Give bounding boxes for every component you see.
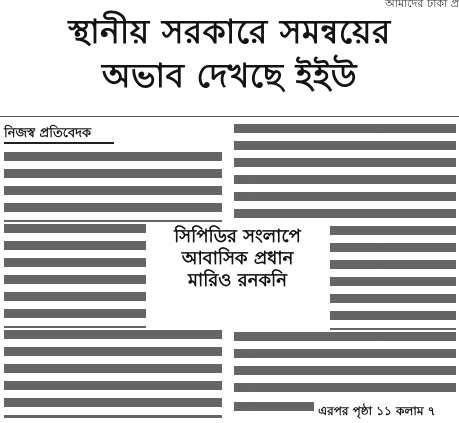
right-column-text-bottom	[234, 332, 456, 400]
left-column-text-bottom	[4, 330, 222, 418]
continuation-reference: এরপর পৃষ্ঠা ১১ কলাম ৭	[318, 404, 436, 418]
left-column-text-top	[4, 152, 222, 222]
pull-quote-line-2: আবাসিক প্রধান	[181, 248, 294, 269]
right-column-text-wrap	[330, 226, 456, 330]
pull-quote-line-1: সিপিডির সংলাপে	[174, 226, 301, 247]
headline-line-1: স্থানীয় সরকারে সমন্বয়ের	[68, 12, 391, 51]
right-column-text-last	[234, 402, 314, 419]
left-column-text-wrap	[4, 224, 146, 328]
byline: নিজস্ব প্রতিবেদক	[4, 126, 92, 141]
masthead-fragment: আমাদের ঢাকা প্র	[385, 0, 459, 10]
headline-rule	[0, 116, 459, 117]
byline-underline	[4, 142, 114, 144]
pull-quote	[150, 226, 325, 296]
headline-line-2: অভাব দেখছে ইইউ	[101, 56, 358, 95]
pull-quote-line-3: মারিও রনকনি	[188, 270, 287, 291]
headline	[0, 12, 459, 96]
right-column-text-top	[234, 124, 456, 224]
